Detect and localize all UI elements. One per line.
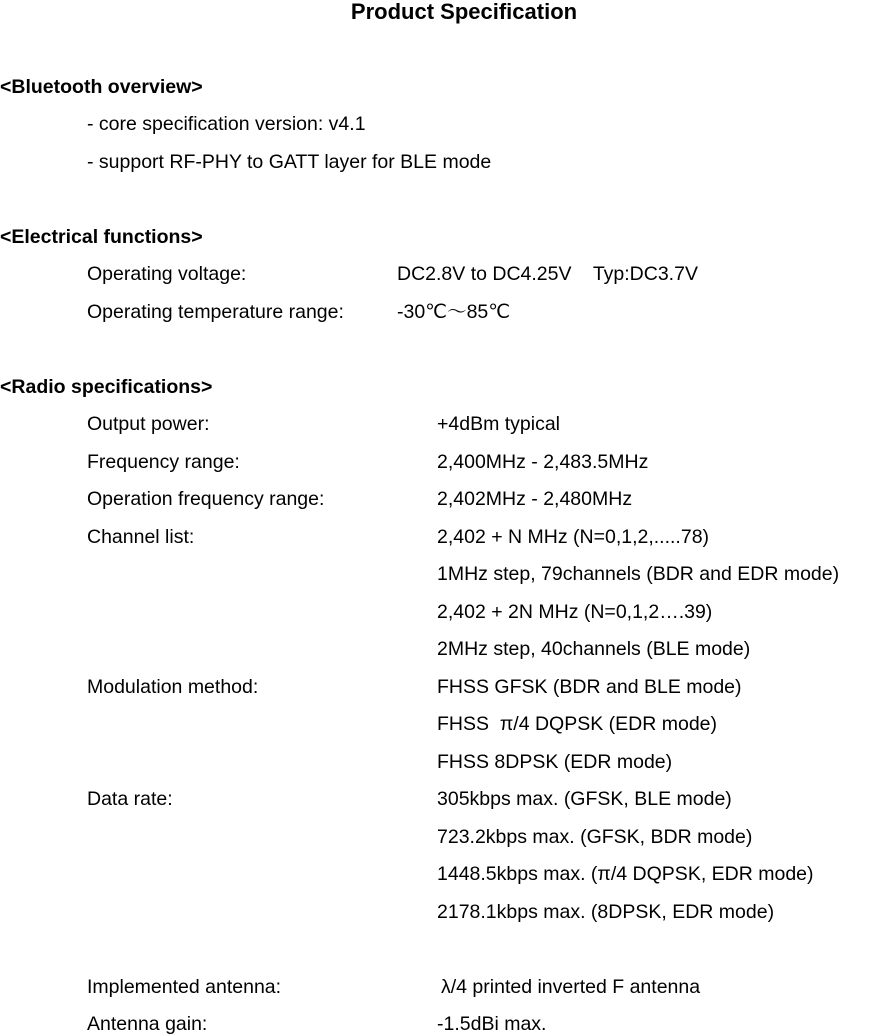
overview-item: - support RF-PHY to GATT layer for BLE mode: [87, 151, 492, 173]
spec-value-data-rate: 1448.5kbps max. (π/4 DQPSK, EDR mode): [437, 863, 814, 885]
spec-label-data-rate: Data rate:: [87, 788, 173, 810]
spec-value-operating-voltage: DC2.8V to DC4.25V Typ:DC3.7V: [397, 263, 698, 285]
spec-value-channel-list: 2MHz step, 40channels (BLE mode): [437, 638, 751, 660]
spec-value-output-power: +4dBm typical: [437, 413, 561, 435]
spec-label-operating-temperature: Operating temperature range:: [87, 301, 344, 323]
page-title: Product Specification: [350, 0, 578, 24]
spec-value-implemented-antenna: λ/4 printed inverted F antenna: [441, 976, 701, 998]
spec-value-channel-list: 2,402 + N MHz (N=0,1,2,.....78): [437, 526, 710, 548]
spec-value-modulation-method: FHSS 8DPSK (EDR mode): [437, 751, 673, 773]
spec-label-channel-list: Channel list:: [87, 526, 195, 548]
spec-label-operating-voltage: Operating voltage:: [87, 263, 247, 285]
spec-value-data-rate: 723.2kbps max. (GFSK, BDR mode): [437, 826, 753, 848]
spec-label-operation-frequency-range: Operation frequency range:: [87, 488, 325, 510]
spec-label-implemented-antenna: Implemented antenna:: [87, 976, 282, 998]
spec-label-antenna-gain: Antenna gain:: [87, 1013, 208, 1035]
section-heading-bluetooth-overview: <Bluetooth overview>: [0, 76, 203, 98]
spec-value-data-rate: 305kbps max. (GFSK, BLE mode): [437, 788, 732, 810]
spec-label-frequency-range: Frequency range:: [87, 451, 240, 473]
spec-value-channel-list: 1MHz step, 79channels (BDR and EDR mode): [437, 563, 840, 585]
spec-value-operating-temperature: -30℃～85℃: [397, 301, 511, 323]
spec-value-data-rate: 2178.1kbps max. (8DPSK, EDR mode): [437, 901, 775, 923]
spec-label-output-power: Output power:: [87, 413, 210, 435]
spec-value-antenna-gain: -1.5dBi max.: [437, 1013, 547, 1035]
spec-label-modulation-method: Modulation method:: [87, 676, 259, 698]
overview-item: - core specification version: v4.1: [87, 113, 366, 135]
spec-value-modulation-method: FHSS GFSK (BDR and BLE mode): [437, 676, 742, 698]
section-heading-electrical-functions: <Electrical functions>: [0, 226, 203, 248]
spec-value-operation-frequency-range: 2,402MHz - 2,480MHz: [437, 488, 633, 510]
spec-value-frequency-range: 2,400MHz - 2,483.5MHz: [437, 451, 649, 473]
spec-value-modulation-method: FHSS π/4 DQPSK (EDR mode): [437, 713, 718, 735]
section-heading-radio-specifications: <Radio specifications>: [0, 376, 213, 398]
spec-value-channel-list: 2,402 + 2N MHz (N=0,1,2….39): [437, 601, 713, 623]
